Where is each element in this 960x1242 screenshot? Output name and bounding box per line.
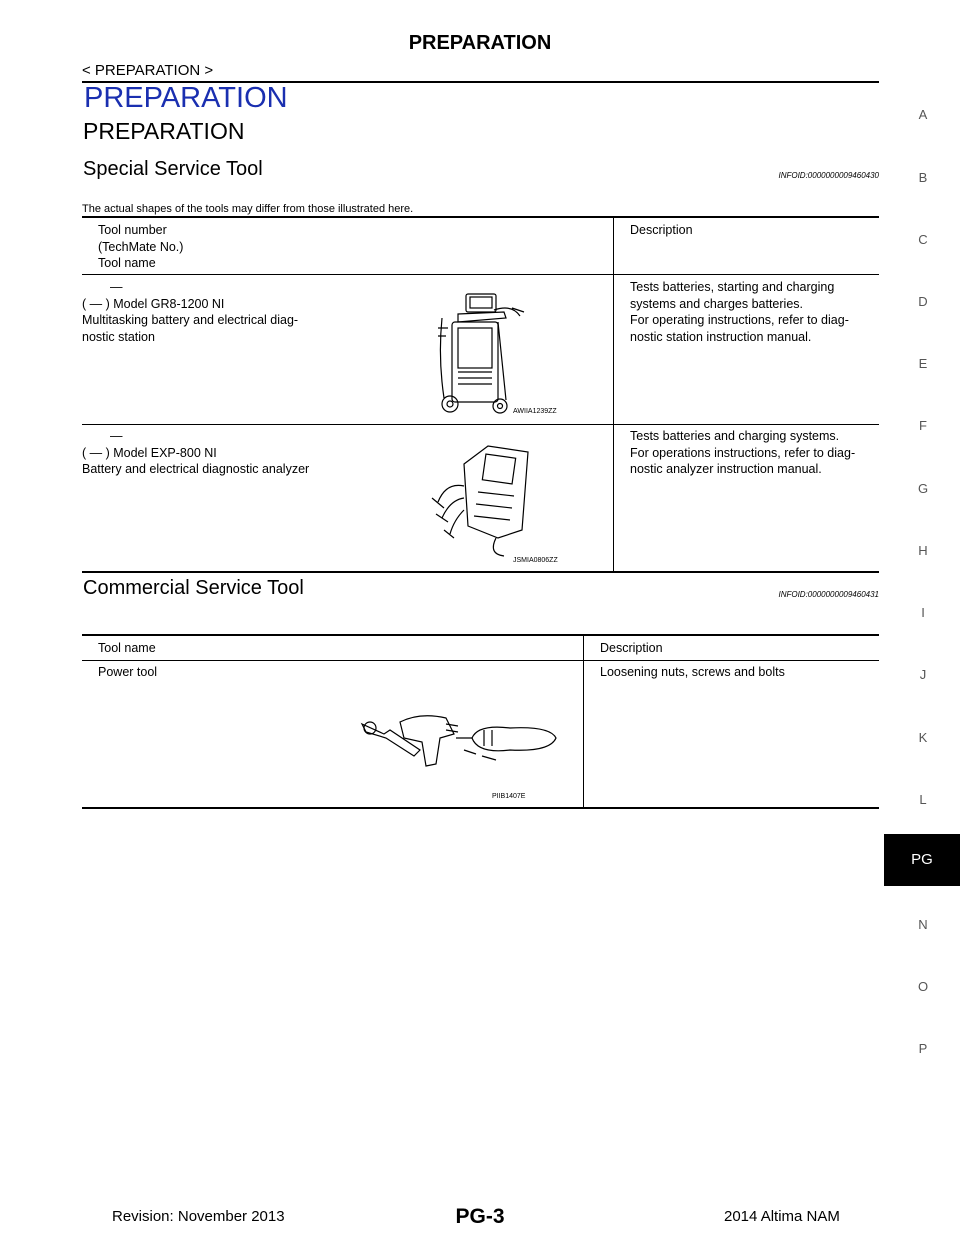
figure-code: JSMIA0806ZZ [513,557,558,564]
battery-analyzer-illustration [428,442,568,560]
page-header-title: PREPARATION [408,32,552,54]
table-header-rule [82,274,879,275]
commercial-tools-infoid: INFOID:0000000009460431 [778,590,879,599]
side-index-o[interactable]: O [917,979,929,994]
power-tool-illustration [360,708,560,780]
table-top-rule [82,216,879,218]
tool-name-line: nostic station [82,329,155,344]
side-index-n[interactable]: N [918,917,928,932]
table-bottom-rule [82,571,879,573]
side-index-j[interactable]: J [919,667,927,682]
commercial-table-column-divider [583,635,584,807]
description-line: systems and charges batteries. [630,296,803,311]
side-index-b[interactable]: B [918,170,928,185]
side-index-h[interactable]: H [918,543,928,558]
subsection-title: PREPARATION [83,118,245,144]
figure-code: AWIIA1239ZZ [513,408,557,415]
side-index-k[interactable]: K [918,730,928,745]
description-line: nostic analyzer instruction manual. [630,462,822,476]
side-index-f[interactable]: F [919,418,927,433]
table-column-divider [613,217,614,572]
description-line: For operating instructions, refer to diag- [630,313,849,327]
special-tools-heading: Special Service Tool [83,158,263,180]
commercial-col-header-name: Tool name [98,641,156,655]
commercial-table-bottom-rule [82,807,879,809]
footer-revision: Revision: November 2013 [112,1208,285,1225]
header-line-techmate: (TechMate No.) [98,239,184,254]
tool-row-1-info [82,279,298,345]
figure-code: PIIB1407E [492,793,526,800]
commercial-tool-description: Loosening nuts, screws and bolts [600,665,785,679]
commercial-table-top-rule [82,634,879,636]
side-index-c[interactable]: C [918,232,928,247]
tool-row-2-info [82,428,309,478]
side-index-i[interactable]: I [921,605,925,620]
tool-name-line: Battery and electrical diagnostic analyzer [82,462,310,476]
commercial-tools-heading: Commercial Service Tool [83,577,304,599]
diagnostic-station-illustration [428,288,528,416]
tool-techmate: ( — ) Model EXP-800 NI [82,445,217,460]
header-line-tool-number: Tool number [98,223,167,237]
tool-techmate: ( — ) Model GR8-1200 NI [82,296,225,311]
side-index-p[interactable]: P [918,1041,928,1056]
col-header-description: Description [630,223,693,237]
footer-page-number: PG-3 [455,1205,505,1228]
tool-row-2-description [630,428,855,478]
side-index-e[interactable]: E [918,356,928,371]
side-index-g[interactable]: G [917,481,929,496]
footer-model: 2014 Altima NAM [724,1208,840,1225]
tool-number: — [110,280,123,294]
special-tools-infoid: INFOID:0000000009460430 [778,171,879,180]
description-line: Tests batteries, starting and charging [630,280,835,294]
side-index-a[interactable]: A [918,107,928,122]
side-index-pg-active[interactable]: PG [884,834,960,886]
side-index-l[interactable]: L [919,792,927,807]
table-row-rule [82,424,879,425]
description-line: Tests batteries and charging systems. [630,429,840,443]
section-title: PREPARATION [84,82,288,114]
header-line-tool-name: Tool name [98,256,156,270]
tool-row-1-description [630,279,849,345]
col-header-tool-number [98,222,183,272]
tool-number: — [110,429,123,443]
commercial-table-header-rule [82,660,879,661]
tool-name-line: Multitasking battery and electrical diag- [82,313,299,327]
side-index-d[interactable]: D [918,294,928,309]
commercial-tool-name: Power tool [98,665,158,679]
commercial-col-header-description: Description [600,641,663,655]
description-line: For operations instructions, refer to diag- [630,445,856,460]
special-tools-intro: The actual shapes of the tools may differ from those illustrated here. [82,203,414,215]
description-line: nostic station instruction manual. [630,329,812,344]
breadcrumb: < PREPARATION > [82,62,214,79]
